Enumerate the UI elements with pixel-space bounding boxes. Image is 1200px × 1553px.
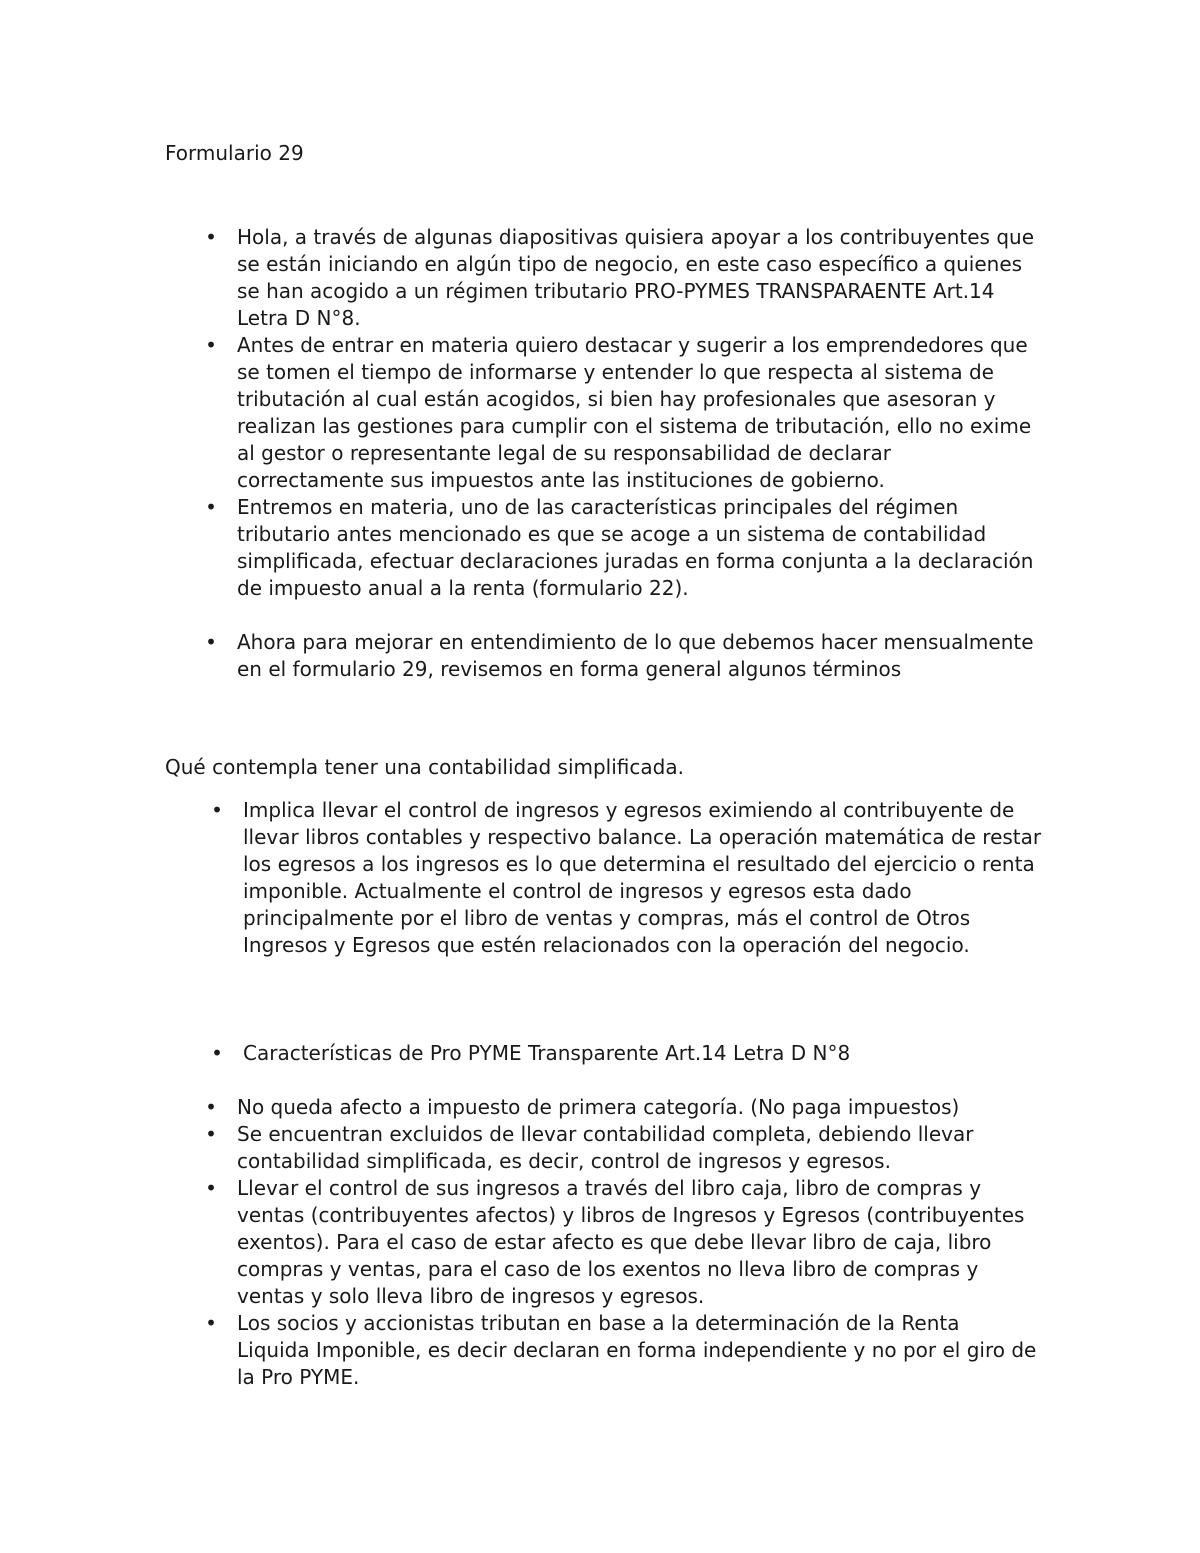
list-item [205,494,1037,602]
bullet-icon: • [205,225,217,249]
list-item-text: Ahora para mejorar en entendimiento de lo que debemos hacer mensualmente en el formulario 29, revisemos en forma general algunos términos [237,630,1034,681]
list-item-text: Entremos en materia, uno de las características principales del régimen tributario antes mencionado es que se acoge a un sistema de contabilidad simplificada, efectuar declaraciones juradas en forma conjunta a la declaración de impuesto anual a la renta (formulario 22). [237,495,1034,600]
list-item [205,332,1037,494]
document-title: Formulario 29 [165,141,304,165]
bullet-icon: • [205,630,217,654]
list-item-text: No queda afecto a impuesto de primera categoría. (No paga impuestos) [237,1095,960,1119]
bullet-icon: • [205,1122,217,1146]
list-item [205,1310,1037,1391]
list-item [211,1040,1043,1067]
list-item-text: Antes de entrar en materia quiero destacar y sugerir a los emprendedores que se tomen el tiempo de informarse y entender lo que respecta al sistema de tributación al cual están acogidos, si bien hay profesionales que asesoran y realizan las gestiones para cumplir con el sistema de tributación, ello no exime al gestor o representante legal de su responsabilidad de declarar correctamente sus impuestos ante las instituciones de gobierno. [237,333,1032,492]
list-item-text: Los socios y accionistas tributan en base a la determinación de la Renta Liquida Imponible, es decir declaran en forma independiente y no por el giro de la Pro PYME. [237,1311,1037,1389]
list-item-text: Se encuentran excluidos de llevar contabilidad completa, debiendo llevar contabilidad simplificada, es decir, control de ingresos y egresos. [237,1122,974,1173]
bullet-icon: • [205,1095,217,1119]
list-item [205,224,1037,332]
characteristics-bullet-list [205,1094,1037,1391]
list-item [205,1094,1037,1121]
bullet-icon: • [205,1176,217,1200]
bullet-icon: • [211,798,223,822]
list-item [205,1175,1037,1310]
section-heading: Qué contempla tener una contabilidad simplificada. [165,755,684,779]
characteristics-heading: Características de Pro PYME Transparente Art.14 Letra D N°8 [243,1041,851,1065]
list-item-text: Llevar el control de sus ingresos a través del libro caja, libro de compras y ventas (contribuyentes afectos) y libros de Ingresos y Egresos (contribuyentes exentos). Para el caso de estar afecto es que debe llevar libro de caja, libro compras y ventas, para el caso de los exentos no lleva libro de compras y ventas y solo lleva libro de ingresos y egresos. [237,1176,1025,1308]
list-item-text: Implica llevar el control de ingresos y egresos eximiendo al contribuyente de llevar libros contables y respectivo balance. La operación matemática de restar los egresos a los ingresos es lo que determina el resultado del ejercicio o renta imponible. Actualmente el control de ingresos y egresos esta dado principalmente por el libro de ventas y compras, más el control de Otros Ingresos y Egresos que estén relacionados con la operación del negocio. [243,798,1042,957]
bullet-icon: • [211,1041,223,1065]
list-item-text: Hola, a través de algunas diapositivas quisiera apoyar a los contribuyentes que se están iniciando en algún tipo de negocio, en este caso específico a quienes se han acogido a un régimen tributario PRO-PYMES TRANSPARAENTE Art.14 Letra D N°8. [237,225,1034,330]
simplified-accounting-list [211,797,1043,959]
bullet-icon: • [205,1311,217,1335]
list-item [205,1121,1037,1175]
bullet-icon: • [205,333,217,357]
list-item [205,629,1037,683]
list-item [211,797,1043,959]
characteristics-heading-list [211,1040,1043,1067]
bullet-icon: • [205,495,217,519]
intro-bullet-list [205,224,1037,683]
